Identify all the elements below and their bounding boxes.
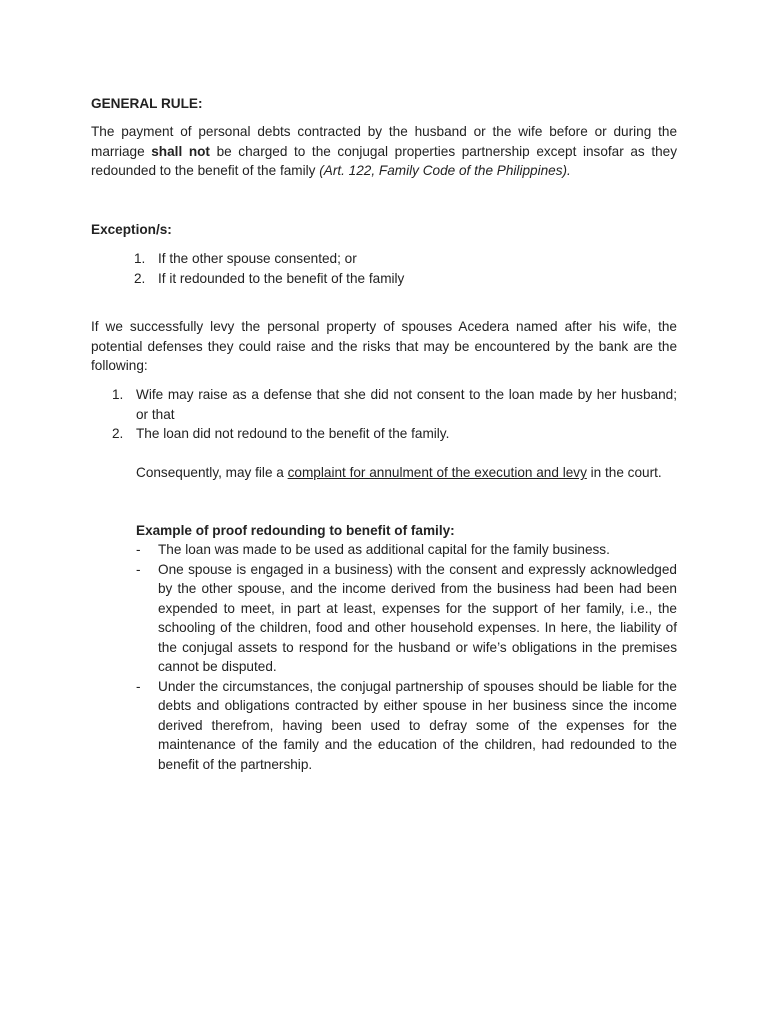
list-item [112, 385, 677, 424]
list-text: The loan did not redound to the benefit of the family. [136, 426, 450, 441]
defenses-list [112, 385, 677, 444]
general-rule-text: The payment of personal debts contracted by the husband or the wife before or during the marriage [91, 124, 677, 159]
list-item [134, 269, 404, 289]
list-text: The loan was made to be used as additional capital for the family business. [158, 542, 610, 557]
consequence-text-2: in the court. [586, 465, 662, 480]
list-text: If the other spouse consented; or [158, 251, 357, 266]
consequence-text: Consequently, may file a [136, 465, 288, 480]
list-dash: - [136, 678, 141, 694]
list-text: Under the circumstances, the conjugal partnership of spouses should be liable for the debts and obligations contracted by either spouse in her business since the income derived therefrom, having been used to defray some of the expenses for the maintenance of the family and the education of the children, had redounded to the benefit of the partnership. [158, 678, 677, 772]
levy-intro-paragraph: If we successfully levy the personal property of spouses Acedera named after his wife, the potential defenses they could raise and the risks that may be encountered by the bank are the following: [91, 319, 677, 373]
list-dash: - [136, 542, 141, 557]
list-item [136, 560, 677, 677]
list-number: 1. [134, 251, 146, 266]
list-item [134, 249, 404, 269]
general-rule-citation: (Art. 122, Family Code of the Philippines). [319, 163, 571, 178]
general-rule-heading: GENERAL RULE: [91, 96, 203, 111]
list-item [112, 424, 677, 444]
list-dash: - [136, 561, 141, 577]
list-text: If it redounded to the benefit of the family [158, 270, 405, 286]
general-rule-text-2: be charged to the conjugal properties partnership except insofar as they redounded to the benefit of the family [91, 143, 678, 178]
list-text: Wife may raise as a defense that she did not consent to the loan made by her husband; or that [136, 387, 677, 422]
general-rule-bold: shall not [151, 143, 210, 159]
list-item [136, 540, 677, 560]
list-number: 1. [112, 387, 124, 402]
list-number: 2. [112, 426, 124, 441]
consequence-underlined: complaint for annulment of the execution and levy [287, 465, 587, 480]
general-rule-paragraph [91, 122, 677, 181]
proof-list [136, 540, 677, 774]
exceptions-list [134, 249, 404, 288]
consequence-paragraph [136, 463, 677, 483]
exceptions-heading: Exception/s: [91, 222, 172, 237]
proof-heading: Example of proof redounding to benefit of family: [136, 523, 455, 538]
list-text: One spouse is engaged in a business) with the consent and expressly acknowledged by the other spouse, and the income derived from the business had been had been expended to meet, in part at least, expenses for the support of her family, i.e., the schooling of the children, food and other household expenses. In here, the liability of the conjugal assets to respond for the husband or wife’s obligations in the premises cannot be disputed. [158, 561, 677, 674]
list-item [136, 677, 677, 775]
list-number: 2. [134, 270, 146, 286]
